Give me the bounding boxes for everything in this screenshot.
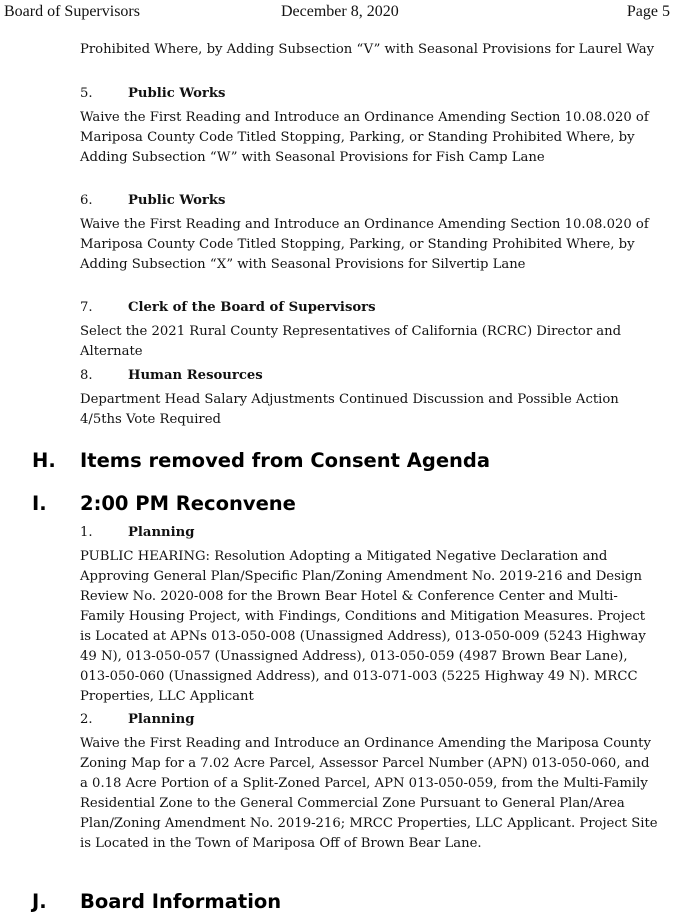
agenda-item-text: Waive the First Reading and Introduce an Ordinance Amending the Mariposa County Zoning Map for a 7.02 Acre Parcel, Assessor Parcel Number (APN) 013-050-060, and a 0.18 Acre Portion of a Split-Zoned Parcel, APN 013-050-059, from the Multi-Family Residential Zone to the General Commercial Zone Pursuant to General Plan/Area Plan/Zoning Amendment No. 2019-216; MRCC Properties, LLC Applicant. Project Site is Located in the Town of Mariposa Off of Brown Bear Lane. bbox=[80, 736, 658, 851]
continued-item-text: Prohibited Where, by Adding Subsection “V” with Seasonal Provisions for Laurel Way bbox=[80, 42, 655, 57]
section-heading-h bbox=[32, 446, 652, 476]
header-date: December 8, 2020 bbox=[281, 3, 399, 20]
agenda-item-text: Department Head Salary Adjustments Continued Discussion and Possible Action 4/5ths Vote Required bbox=[80, 392, 619, 427]
section-title: 2:00 PM Reconvene bbox=[80, 492, 296, 515]
agenda-item-heading bbox=[80, 366, 640, 386]
item-department: Planning bbox=[128, 525, 195, 540]
section-title: Board Information bbox=[80, 890, 282, 913]
page-header bbox=[0, 3, 680, 23]
section-heading-i bbox=[32, 489, 652, 519]
section-heading-j bbox=[32, 887, 652, 917]
section-title: Items removed from Consent Agenda bbox=[80, 449, 491, 472]
header-board-name: Board of Supervisors bbox=[4, 3, 140, 20]
agenda-item-heading bbox=[80, 523, 640, 543]
agenda-item-text: Waive the First Reading and Introduce an Ordinance Amending Section 10.08.020 of Mariposa County Code Titled Stopping, Parking, or Standing Prohibited Where, by Adding Subsection “X” with Seasonal Provisions for Silvertip Lane bbox=[80, 217, 649, 272]
item-number: 7. bbox=[80, 300, 93, 315]
item-number: 6. bbox=[80, 193, 93, 208]
agenda-item-text: PUBLIC HEARING: Resolution Adopting a Mitigated Negative Declaration and Approving General Plan/Specific Plan/Zoning Amendment No. 2019-216 and Design Review No. 2020-008 for the Brown Bear Hotel & Conference Center and Multi-Family Housing Project, with Findings, Conditions and Mitigation Measures. Project is Located at APNs 013-050-008 (Unassigned Address), 013-050-009 (5243 Highway 49 N), 013-050-057 (Unassigned Address), 013-050-059 (4987 Brown Bear Lane), 013-050-060 (Unassigned Address), and 013-071-003 (5225 Highway 49 N). MRCC Properties, LLC Applicant bbox=[80, 549, 646, 704]
item-number: 2. bbox=[80, 712, 93, 727]
agenda-item-heading bbox=[80, 191, 640, 211]
item-department: Human Resources bbox=[128, 368, 263, 383]
item-department: Public Works bbox=[128, 193, 226, 208]
section-letter: H. bbox=[32, 449, 56, 472]
item-department: Public Works bbox=[128, 86, 226, 101]
item-number: 1. bbox=[80, 525, 93, 540]
item-department: Clerk of the Board of Supervisors bbox=[128, 300, 376, 315]
item-number: 5. bbox=[80, 86, 93, 101]
header-page-number: Page 5 bbox=[626, 3, 670, 20]
item-department: Planning bbox=[128, 712, 195, 727]
agenda-item-text: Waive the First Reading and Introduce an Ordinance Amending Section 10.08.020 of Mariposa County Code Titled Stopping, Parking, or Standing Prohibited Where, by Adding Subsection “W” with Seasonal Provisions for Fish Camp Lane bbox=[80, 110, 649, 165]
section-letter: J. bbox=[32, 890, 47, 913]
item-number: 8. bbox=[80, 368, 93, 383]
agenda-item-heading bbox=[80, 84, 640, 104]
section-letter: I. bbox=[32, 492, 47, 515]
agenda-item-heading bbox=[80, 710, 640, 730]
agenda-item-heading bbox=[80, 298, 640, 318]
agenda-item-text: Select the 2021 Rural County Representatives of California (RCRC) Director and Alternate bbox=[80, 324, 622, 359]
